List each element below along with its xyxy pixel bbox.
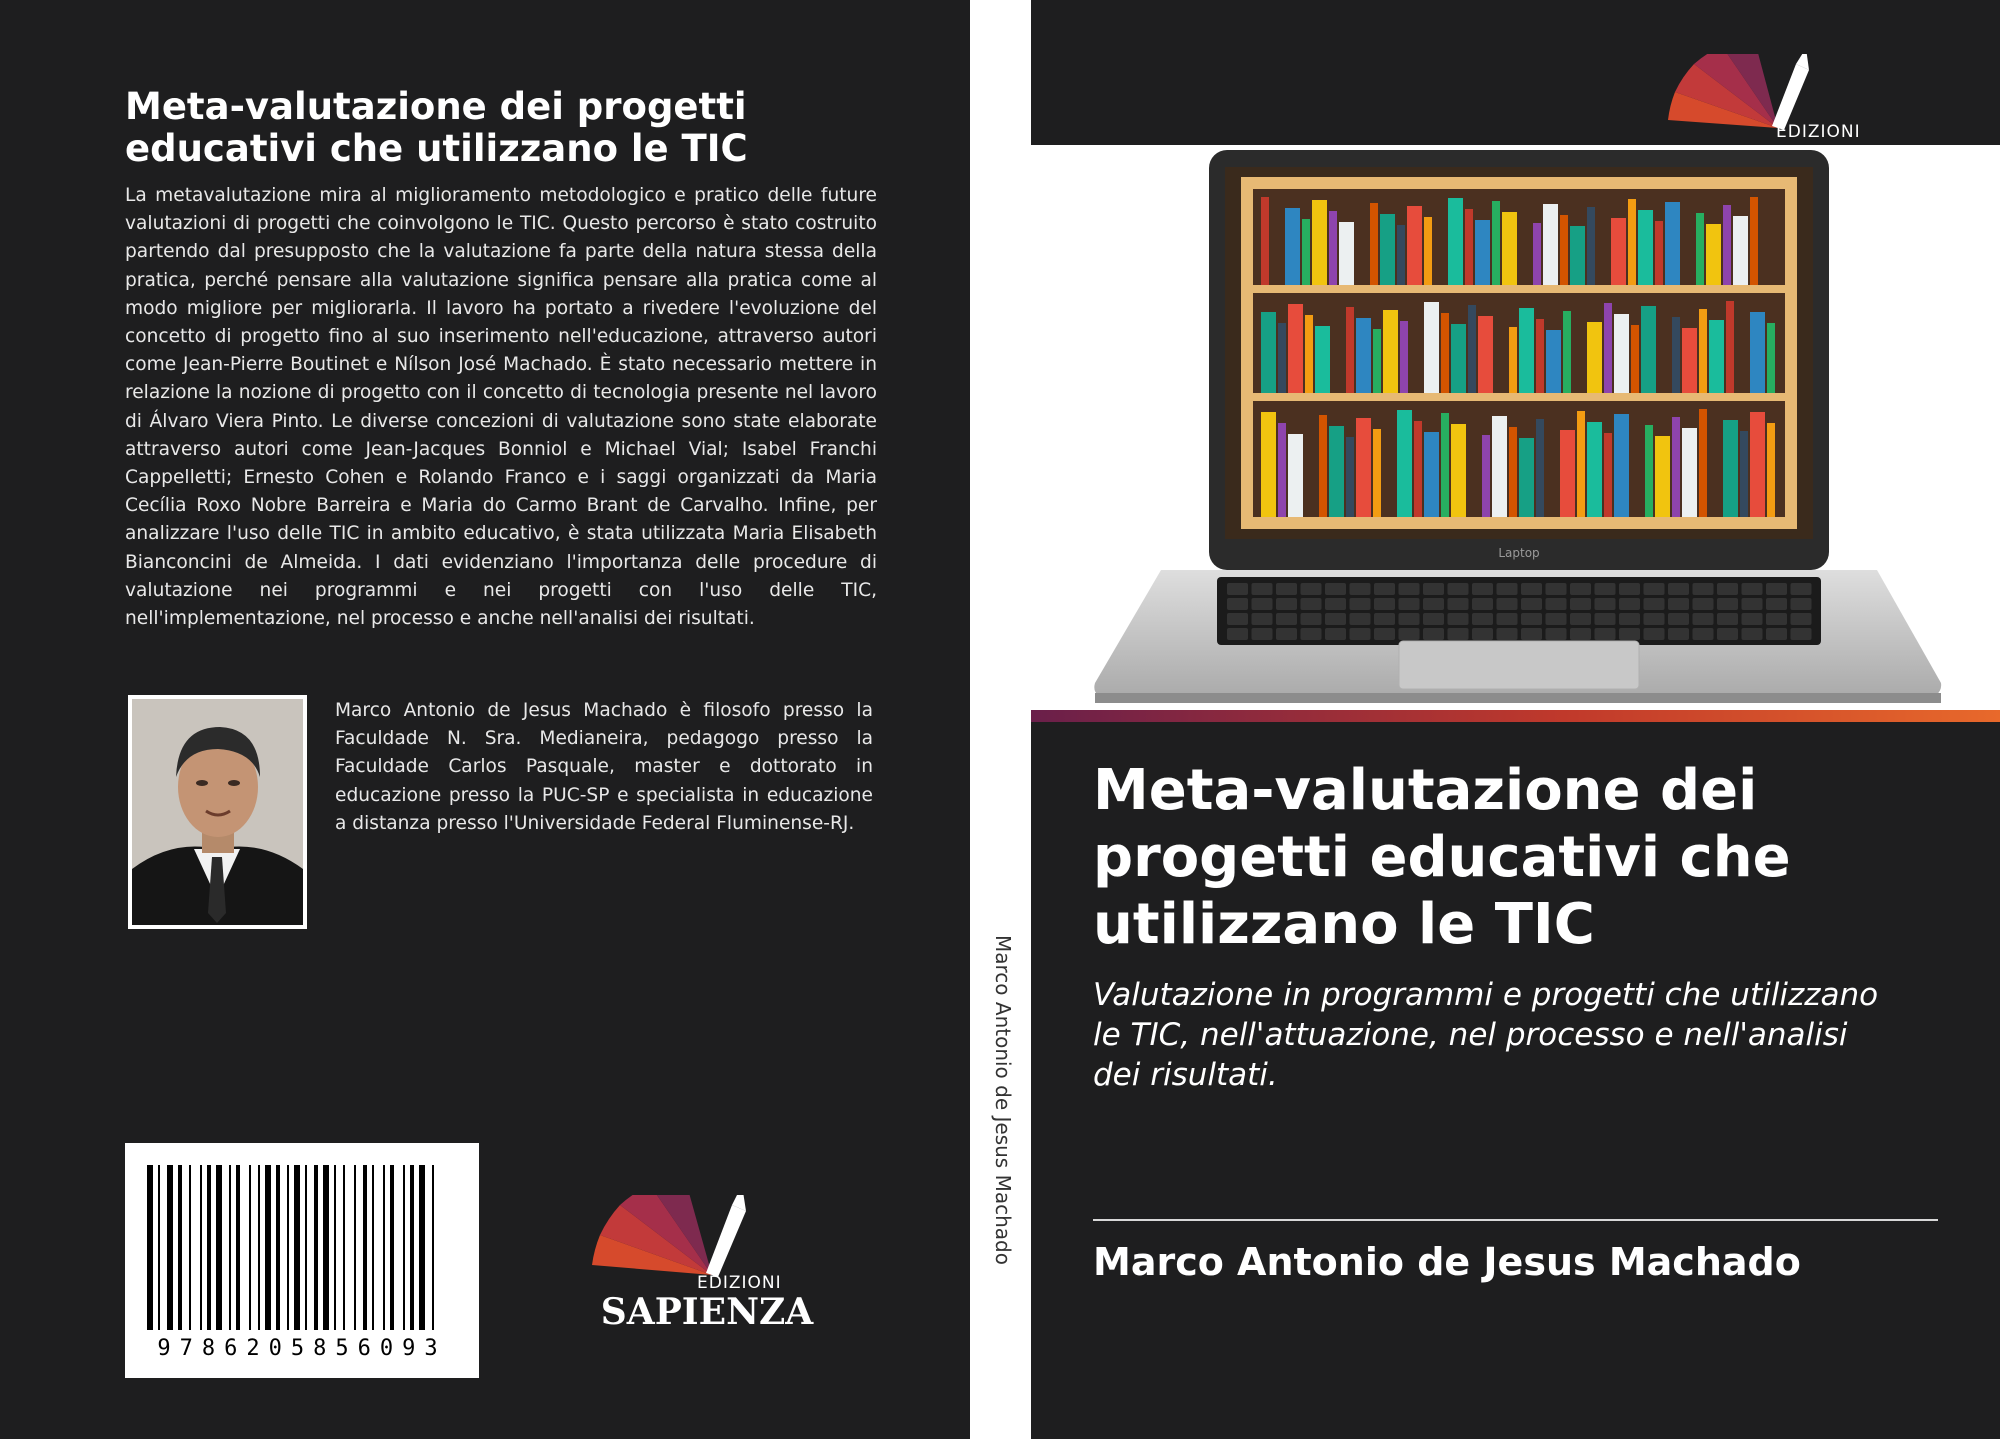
keyboard-key — [1546, 583, 1567, 595]
book-spine — [1509, 427, 1517, 517]
barcode-bar — [236, 1165, 240, 1330]
keyboard-key — [1717, 628, 1738, 640]
book-spine — [1478, 316, 1493, 393]
keyboard-key — [1766, 613, 1787, 625]
keyboard-key — [1252, 583, 1273, 595]
keyboard-key — [1252, 628, 1273, 640]
front-cover-subtitle: Valutazione in programmi e progetti che utilizzano le TIC, nell'attuazione, nel processo e nell'analisi dei risultati. — [1093, 977, 1879, 1093]
keyboard-key — [1766, 598, 1787, 610]
barcode-bar — [229, 1165, 231, 1330]
keyboard-key — [1472, 613, 1493, 625]
keyboard-key — [1693, 628, 1714, 640]
keyboard-key — [1546, 613, 1567, 625]
book-spine — [1509, 327, 1517, 393]
keyboard-key — [1497, 628, 1518, 640]
book-spine — [1441, 313, 1449, 393]
book-spine — [1587, 422, 1602, 517]
keyboard-key — [1668, 598, 1689, 610]
back-cover-abstract: La metavalutazione mira al miglioramento metodologico e pratico delle future valutazioni di progetti che coinvolgono le TIC. Questo percorso è stato costruito partendo dal presupposto che la valutazione fa parte della natura stessa della pratica, perché pensare alla valutazione significa pensare alla pratica come al modo migliore per migliorarla. Il lavoro ha portato a rivedere l'evoluzione del concetto di progetto fino al suo inserimento nell'educazione, attraverso autori come Jean-Pierre Boutinet e Nílson José Machado. È stato necessario mettere in relazione la nozione di progetto con il concetto di tecnologia presente nel lavoro di Álvaro Viera Pinto. Le diverse concezioni di valutazione sono state elaborate attraverso autori come Jean-Jacques Bonniol e Michael Vial; Isabel Franchi Cappelletti; Ernesto Cohen e Rolando Franco e i saggi organizzati da Maria Cecília Roxo Nobre Barreira e Maria do Carmo Brant de Carvalho. Infine, per analizzare l'uso delle TIC in ambito educativo, è stata utilizzata Maria Elisabeth Bianconcini de Almeida. I dati evidenziano l'importanza delle procedure di valutazione nei programmi e nei progetti con l'uso delle TIC, nell'implementazione, nel processo e anche nell'analisi dei risultati. — [125, 185, 877, 630]
keyboard-key — [1301, 628, 1322, 640]
keyboard-key — [1668, 583, 1689, 595]
keyboard-key — [1570, 613, 1591, 625]
back-cover-title: Meta-valutazione dei progetti educativi che utilizzano le TIC — [125, 85, 748, 170]
book-spine — [1302, 219, 1310, 285]
shelf-board — [1253, 285, 1785, 293]
book-spine — [1560, 215, 1568, 285]
keyboard-key — [1570, 583, 1591, 595]
keyboard-key — [1668, 613, 1689, 625]
keyboard-key — [1644, 613, 1665, 625]
book-spine — [1519, 438, 1534, 517]
keyboard-key — [1301, 613, 1322, 625]
book-spine — [1536, 319, 1544, 393]
book-spine — [1699, 409, 1707, 517]
keyboard-key — [1374, 628, 1395, 640]
publisher-logo-back — [592, 1195, 822, 1335]
keyboard-key — [1717, 583, 1738, 595]
barcode-bar — [200, 1165, 202, 1330]
book-spine — [1407, 206, 1422, 285]
book-spine — [1631, 325, 1639, 393]
book-spine — [1465, 209, 1473, 285]
isbn-number: 9786205856093 — [157, 1336, 447, 1361]
book-spine — [1492, 416, 1507, 517]
book-spine — [1261, 412, 1276, 517]
book-spine — [1285, 208, 1300, 285]
barcode-bar — [207, 1165, 211, 1330]
book-spine — [1397, 410, 1412, 517]
barcode-bar — [383, 1165, 385, 1330]
book-spine — [1339, 222, 1354, 285]
cover-illustration-laptop — [1031, 145, 2000, 710]
barcode-bar — [323, 1165, 329, 1330]
book-spine — [1614, 314, 1629, 393]
barcode-bar — [258, 1165, 260, 1330]
book-spine — [1696, 213, 1704, 285]
book-spine — [1451, 424, 1466, 517]
book-spine — [1682, 328, 1697, 393]
barcode-bar — [305, 1165, 307, 1330]
keyboard-key — [1325, 598, 1346, 610]
keyboard-key — [1791, 583, 1812, 595]
book-spine — [1638, 210, 1653, 285]
barcode-bar — [372, 1165, 374, 1330]
book-spine — [1709, 320, 1724, 393]
keyboard-key — [1227, 613, 1248, 625]
keyboard-key — [1350, 583, 1371, 595]
book-spine — [1312, 200, 1327, 285]
keyboard-key — [1423, 628, 1444, 640]
book-spine — [1414, 421, 1422, 517]
keyboard-key — [1791, 628, 1812, 640]
author-photo — [128, 695, 307, 929]
keyboard-key — [1766, 628, 1787, 640]
keyboard-key — [1423, 613, 1444, 625]
book-spine — [1611, 218, 1626, 285]
barcode-bar — [189, 1165, 191, 1330]
keyboard-key — [1276, 598, 1297, 610]
keyboard-key — [1325, 613, 1346, 625]
barcode-bar — [249, 1165, 251, 1330]
keyboard-key — [1644, 583, 1665, 595]
book-spine — [1665, 202, 1680, 285]
keyboard-key — [1766, 583, 1787, 595]
barcode-bar — [363, 1165, 367, 1330]
keyboard-key — [1791, 613, 1812, 625]
book-spine — [1641, 306, 1656, 393]
keyboard-key — [1570, 628, 1591, 640]
keyboard-key — [1227, 628, 1248, 640]
book-spine — [1628, 199, 1636, 285]
barcode-bar — [167, 1165, 173, 1330]
spine-author: Marco Antonio de Jesus Machado — [991, 935, 1015, 1265]
book-spine — [1329, 426, 1344, 517]
keyboard-key — [1497, 613, 1518, 625]
keyboard-key — [1595, 613, 1616, 625]
barcode-bar — [178, 1165, 182, 1330]
book-spine — [1261, 312, 1276, 393]
barcode-bar — [354, 1165, 356, 1330]
barcode-bar — [432, 1165, 434, 1330]
keyboard-key — [1423, 598, 1444, 610]
book-spine — [1543, 204, 1558, 285]
barcode-bar — [314, 1165, 318, 1330]
book-spine — [1383, 310, 1398, 393]
keyboard-key — [1521, 583, 1542, 595]
isbn-barcode — [125, 1143, 479, 1378]
shelf-board — [1253, 517, 1785, 525]
book-spine — [1424, 302, 1439, 393]
keyboard-key — [1325, 583, 1346, 595]
keyboard-key — [1301, 583, 1322, 595]
keyboard-key — [1521, 598, 1542, 610]
front-divider — [1093, 1219, 1938, 1221]
keyboard-key — [1399, 583, 1420, 595]
author-bio: Marco Antonio de Jesus Machado è filosofo presso la Faculdade N. Sra. Medianeira, pedagogo presso la Faculdade Carlos Pasquale, master e dottorato in educazione presso la PUC-SP e specialista in educazione a distanza presso l'Universidade Federal Fluminense-RJ. — [335, 700, 873, 834]
keyboard-key — [1742, 583, 1763, 595]
book-spine — [1288, 434, 1303, 517]
keyboard-key — [1325, 628, 1346, 640]
keyboard-key — [1595, 598, 1616, 610]
book-spine — [1645, 425, 1653, 517]
book-spine — [1475, 220, 1490, 285]
keyboard-key — [1546, 598, 1567, 610]
book-spine — [1672, 417, 1680, 517]
keyboard-key — [1423, 583, 1444, 595]
keyboard-key — [1227, 598, 1248, 610]
book-spine — [1441, 413, 1449, 517]
book-spine — [1288, 304, 1303, 393]
keyboard-key — [1252, 598, 1273, 610]
book-spine — [1519, 308, 1534, 393]
keyboard-key — [1619, 598, 1640, 610]
keyboard-key — [1399, 628, 1420, 640]
keyboard-key — [1399, 613, 1420, 625]
keyboard-key — [1693, 613, 1714, 625]
barcode-bar — [334, 1165, 336, 1330]
book-spine — [1400, 321, 1408, 393]
book-spine — [1587, 322, 1602, 393]
book-spine — [1319, 415, 1327, 517]
book-spine — [1346, 437, 1354, 517]
keyboard-key — [1399, 598, 1420, 610]
book-spine — [1699, 309, 1707, 393]
book-spine — [1546, 330, 1561, 393]
publisher-edizioni-front: EDIZIONI — [1776, 122, 1861, 142]
barcode-bar — [403, 1165, 405, 1330]
keyboard-key — [1570, 598, 1591, 610]
accent-bar — [1031, 710, 2000, 722]
keyboard-key — [1644, 598, 1665, 610]
book-spine — [1767, 423, 1775, 517]
keyboard-key — [1668, 628, 1689, 640]
keyboard-key — [1644, 628, 1665, 640]
keyboard-key — [1374, 613, 1395, 625]
keyboard-key — [1742, 613, 1763, 625]
laptop-brand: Laptop — [1498, 546, 1540, 560]
book-spine — [1750, 197, 1758, 285]
book-spine — [1329, 211, 1337, 285]
book-spine — [1397, 225, 1405, 285]
keyboard-key — [1546, 628, 1567, 640]
keyboard-key — [1350, 598, 1371, 610]
keyboard-key — [1276, 613, 1297, 625]
keyboard-key — [1521, 628, 1542, 640]
barcode-bar — [276, 1165, 280, 1330]
barcode-bar — [158, 1165, 160, 1330]
book-spine — [1380, 214, 1395, 285]
keyboard-key — [1350, 613, 1371, 625]
keyboard-key — [1301, 598, 1322, 610]
keyboard-key — [1374, 598, 1395, 610]
book-spine — [1614, 414, 1629, 517]
keyboard-key — [1497, 598, 1518, 610]
keyboard-key — [1619, 628, 1640, 640]
keyboard-key — [1521, 613, 1542, 625]
book-spine — [1346, 307, 1354, 393]
keyboard-key — [1252, 613, 1273, 625]
publisher-edizioni-back: EDIZIONI — [697, 1273, 782, 1293]
book-spine — [1424, 432, 1439, 517]
book-spine — [1655, 436, 1670, 517]
keyboard-key — [1472, 598, 1493, 610]
book-spine — [1278, 423, 1286, 517]
keyboard-key — [1791, 598, 1812, 610]
book-spine — [1373, 329, 1381, 393]
book-spine — [1706, 224, 1721, 285]
keyboard-key — [1595, 583, 1616, 595]
publisher-name-back: SAPIENZA — [600, 1291, 814, 1333]
keyboard-key — [1448, 628, 1469, 640]
keyboard-key — [1448, 613, 1469, 625]
keyboard-key — [1717, 598, 1738, 610]
book-spine — [1560, 430, 1575, 517]
book-spine — [1482, 435, 1490, 517]
book-spine — [1373, 429, 1381, 517]
book-spine — [1767, 323, 1775, 393]
book-spine — [1726, 301, 1734, 393]
book-spine — [1604, 433, 1612, 517]
book-spine — [1492, 201, 1500, 285]
book-spine — [1315, 326, 1330, 393]
keyboard-key — [1742, 598, 1763, 610]
book-spine — [1655, 221, 1663, 285]
front-cover-author: Marco Antonio de Jesus Machado — [1093, 1240, 1801, 1284]
keyboard-key — [1619, 583, 1640, 595]
barcode-bar — [287, 1165, 289, 1330]
book-spine — [1356, 418, 1371, 517]
book-spine — [1424, 217, 1432, 285]
keyboard-key — [1619, 613, 1640, 625]
barcode-bar — [147, 1165, 153, 1330]
book-spine — [1733, 216, 1748, 285]
book-spine — [1563, 311, 1571, 393]
book-spine — [1682, 428, 1697, 517]
keyboard-key — [1693, 598, 1714, 610]
book-spine — [1468, 305, 1476, 393]
book-spine — [1451, 324, 1466, 393]
keyboard-key — [1742, 628, 1763, 640]
book-spine — [1533, 223, 1541, 285]
book-spine — [1587, 207, 1595, 285]
book-spine — [1502, 212, 1517, 285]
book-spine — [1356, 318, 1371, 393]
barcode-bar — [343, 1165, 345, 1330]
keyboard-key — [1227, 583, 1248, 595]
keyboard-key — [1448, 598, 1469, 610]
keyboard-key — [1472, 583, 1493, 595]
book-spine — [1750, 412, 1765, 517]
book-spine — [1370, 203, 1378, 285]
keyboard-key — [1717, 613, 1738, 625]
book-spine — [1570, 226, 1585, 285]
keyboard-key — [1693, 583, 1714, 595]
barcode-bar — [265, 1165, 271, 1330]
keyboard-key — [1448, 583, 1469, 595]
keyboard-key — [1276, 628, 1297, 640]
book-spine — [1604, 303, 1612, 393]
book-spine — [1305, 315, 1313, 393]
barcode-bar — [410, 1165, 414, 1330]
book-spine — [1536, 419, 1544, 517]
front-cover-title: Meta-valutazione dei progetti educativi che utilizzano le TIC — [1093, 758, 1791, 957]
book-spine — [1448, 198, 1463, 285]
keyboard-key — [1374, 583, 1395, 595]
book-spine — [1672, 317, 1680, 393]
keyboard-key — [1595, 628, 1616, 640]
keyboard-key — [1472, 628, 1493, 640]
book-spine — [1577, 411, 1585, 517]
book-spine — [1740, 431, 1748, 517]
back-cover — [0, 0, 970, 1439]
book-spine — [1750, 312, 1765, 393]
book-spine — [1723, 420, 1738, 517]
barcode-bar — [390, 1165, 394, 1330]
book-spine — [1261, 197, 1269, 285]
book-spine — [1278, 323, 1286, 393]
barcode-bar — [294, 1165, 300, 1330]
barcode-bar — [216, 1165, 222, 1330]
shelf-board — [1253, 393, 1785, 401]
keyboard-key — [1350, 628, 1371, 640]
keyboard-key — [1497, 583, 1518, 595]
barcode-bar — [419, 1165, 425, 1330]
book-spine — [1723, 205, 1731, 285]
keyboard-key — [1276, 583, 1297, 595]
